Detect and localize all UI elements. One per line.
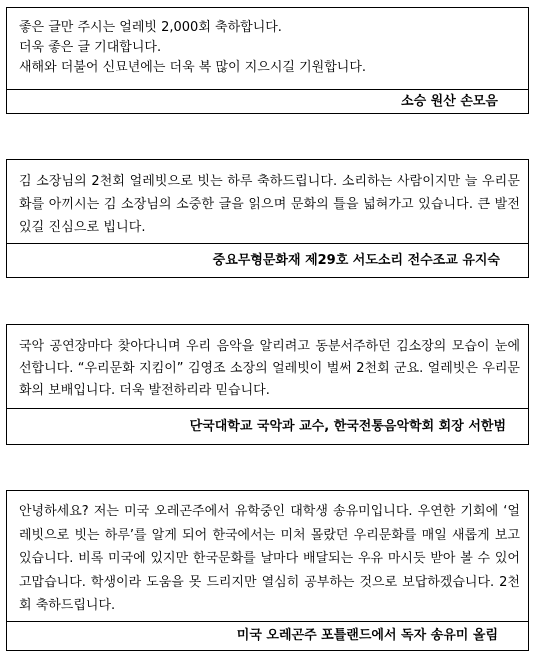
message-signature: 중요무형문화재 제29호 서도소리 전수조교 유지숙 [212, 253, 500, 268]
message-text: 좋은 글만 주시는 얼레빗 2,000회 축하합니다. 더욱 좋은 글 기대합니다. 새해와 더불어 신묘년에는 더욱 복 많이 지으시길 기원합니다. [19, 20, 367, 75]
message-body [7, 160, 528, 244]
message-card [6, 159, 529, 278]
message-text: 국악 공연장마다 찾아다니며 우리 음악을 알리려고 동분서주하던 김소장의 모습이 눈에 선합니다. “우리문화 지킴이” 김영조 소장의 얼레빗이 벌써 2천회 군요. 얼레빗은 우리문화의 보배입니다. 더욱 발전하리라 믿습니다. [19, 339, 520, 398]
message-signature: 단국대학교 국악과 교수, 한국전통음악학회 회장 서한범 [189, 419, 506, 434]
message-card [6, 324, 529, 445]
message-card [6, 490, 529, 651]
message-body [7, 325, 528, 409]
message-signature: 미국 오레곤주 포틀랜드에서 독자 송유미 올림 [236, 628, 498, 643]
message-card [6, 7, 529, 114]
message-signature: 소승 원산 손모음 [401, 94, 498, 109]
message-body [7, 491, 528, 622]
message-text: 안녕하세요? 저는 미국 오레곤주에서 유학중인 대학생 송유미입니다. 우연한 기회에 ‘얼레빗으로 빗는 하루’를 알게 되어 한국에서는 미처 몰랐던 우리문화를 매일 새롭게 보고 있습니다. 비록 미국에 있지만 한국문화를 날마다 배달되는 우유 마시듯 받아 볼 수 있어 고맙습니다. 학생이라 도움을 못 드리지만 열심히 공부하는 것으로 보답하겠습니다. 2천회 축하드립니다. [19, 504, 520, 613]
message-body [7, 8, 528, 90]
message-text: 김 소장님의 2천회 얼레빗으로 빗는 하루 축하드립니다. 소리하는 사람이지만 늘 우리문화를 아끼시는 김 소장님의 소중한 글을 읽으며 문화의 틀을 넓혀가고 있습니다. 큰 발전 있길 진심으로 빕니다. [19, 174, 520, 235]
